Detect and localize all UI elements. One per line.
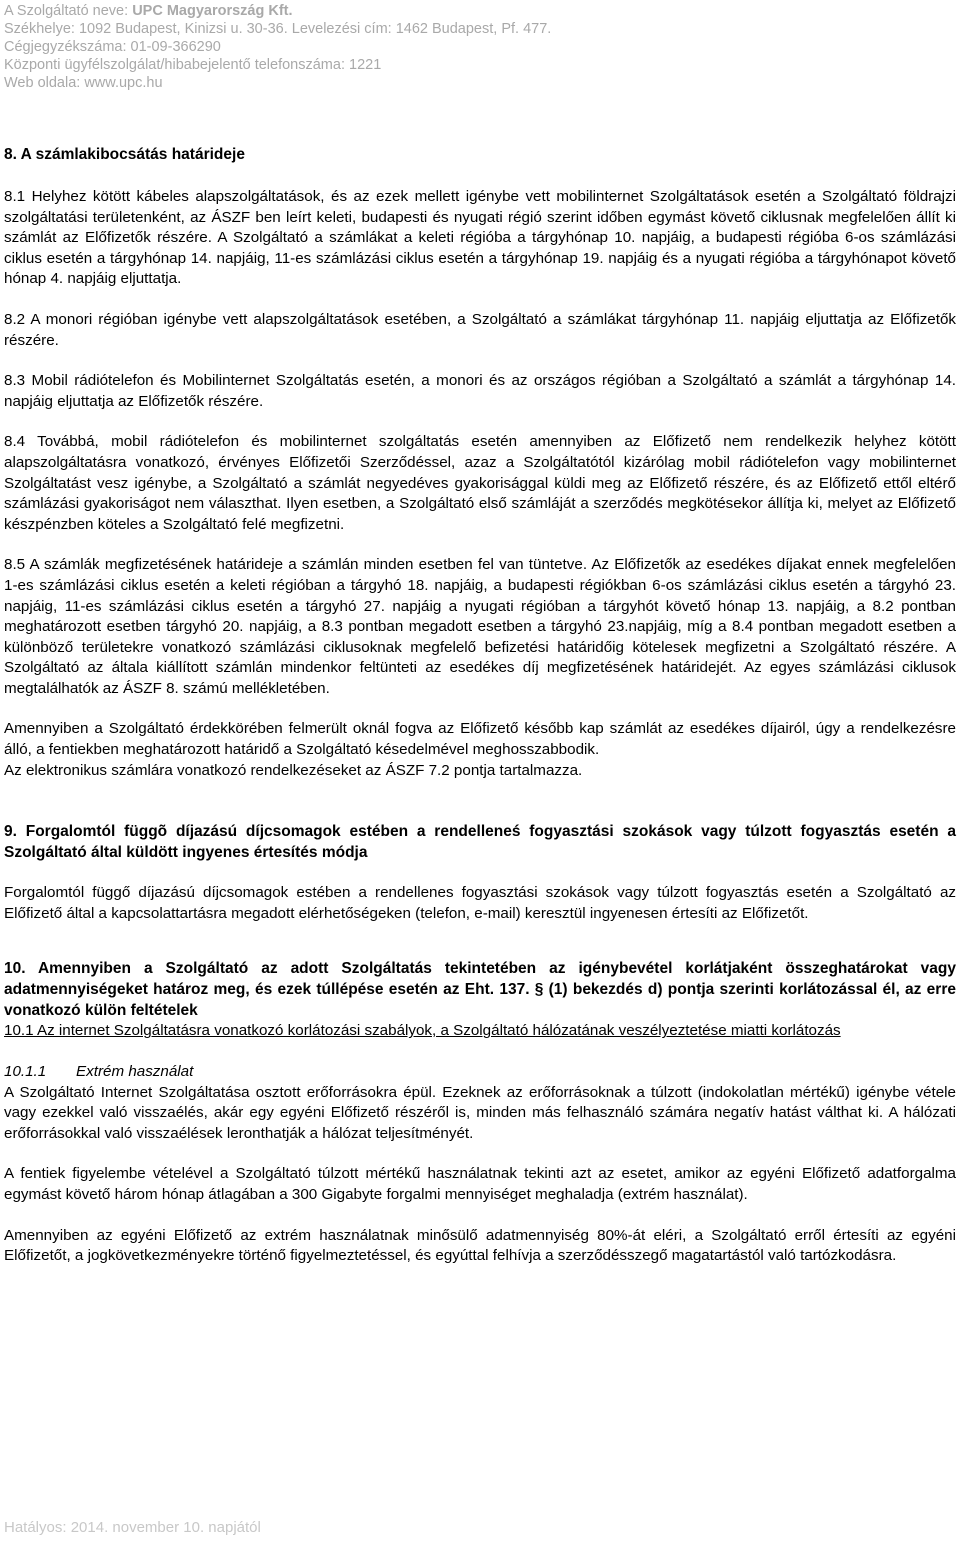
paragraph-9-1: Forgalomtól függő díjazású díjcsomagok estében a rendellenes fogyasztási szokások vagy túlzott fogyasztás esetén a Szolgáltató az Előfizető által a kapcsolattartásra megadott elérhetőségeken (telefon, e-mail) keresztül ingyenesen értesíti az Előfizetőt. bbox=[4, 884, 956, 922]
provider-phone: Központi ügyfélszolgálat/hibabejelentő telefonszáma: 1221 bbox=[4, 57, 382, 73]
section-10-title: 10. Amennyiben a Szolgáltató az adott Szolgáltatás tekintetében az igénybevétel korlátjaként összeghatárokat vagy adatmennyiségeket határoz meg, és ezek túllépése esetén az Eht. 137. § (1) bekezdés d) pontja szerinti korlátozással él, az erre vonatkozó külön feltételek bbox=[4, 960, 956, 1020]
subsection-10-1-1-number: 10.1.1 bbox=[4, 1063, 47, 1081]
paragraph-10-1: A Szolgáltató Internet Szolgáltatása osztott erőforrásokra épül. Ezeknek az erőforrásoknak a túlzott (indokolatlan mértékű) igénybe vétele vagy ezekkel való visszaélés, akár egy egyéni Előfizető részéről is, minden más felhasználó számára negatív hatást válthat ki. A hálózati erőforrásokkal való visszaélések leronthatják a hálózat teljesítményét. bbox=[4, 1083, 956, 1142]
subsection-10-1-1-title: Extrém használat bbox=[76, 1063, 194, 1081]
paragraph-10-2: A fentiek figyelembe vételével a Szolgáltató túlzott mértékű használatnak tekinti azt az esetet, amikor az egyéni Előfizető adatforgalma egymást követő három hónap átlagában a 300 Gigabyte forgalmi mennyiséget meghaladja (extrém használat). bbox=[4, 1165, 956, 1203]
paragraph-8-late-invoice: Amennyiben a Szolgáltató érdekkörében felmerült oknál fogva az Előfizető később kap számlát az esedékes díjairól, úgy a rendelkezésre álló, a fentiekben meghatározott határidő a Szolgáltató késedelmével meghosszabbodik. bbox=[4, 720, 956, 759]
effective-date-footer: Hatályos: 2014. november 10. napjától bbox=[4, 1519, 261, 1536]
paragraph-8-4: 8.4 Továbbá, mobil rádiótelefon és mobilinternet szolgáltatás esetén amennyiben az Előfizető nem rendelkezik helyhez kötött alapszolgáltatásra vonatkozó, érvényes Előfizetői Szerződéssel, azaz a Szolgáltatótól kizárólag mobil rádiótelefon vagy mobilinternet Szolgáltatást vesz igénybe, a Szolgáltató a számlát negyedéves gyakorisággal küldi meg az Előfizető részére, és az Előfizető ettől eltérő számlázási gyakoriságot nem választhat. Ilyen esetben, a Szolgáltató első számláját a szerződés megkötésekor állítja ki, melyet az Előfizető készpénzben köteles a Szolgáltató felé megfizetni. bbox=[4, 433, 956, 533]
paragraph-8-3: 8.3 Mobil rádiótelefon és Mobilinternet Szolgáltatás esetén, a monori és az országos régióban a Szolgáltató a számlát a tárgyhónap 14. napjáig eljuttatja az Előfizetők részére. bbox=[4, 372, 956, 410]
provider-name-label: A Szolgáltató neve: bbox=[4, 3, 129, 19]
provider-web: Web oldala: www.upc.hu bbox=[4, 75, 163, 91]
paragraph-8-2: 8.2 A monori régióban igénybe vett alapszolgáltatások esetében, a Szolgáltató a számlákat tárgyhónap 11. napjáig eljuttatja az Előfizetők részére. bbox=[4, 310, 956, 349]
paragraph-8-electronic-invoice: Az elektronikus számlára vonatkozó rendelkezéseket az ÁSZF 7.2 pontja tartalmazza. bbox=[4, 761, 583, 779]
subsection-10-1-1-heading bbox=[4, 1062, 956, 1083]
provider-name-line bbox=[4, 2, 956, 20]
paragraph-8-1: 8.1 Helyhez kötött kábeles alapszolgáltatások, és az ezek mellett igénybe vett mobilinternet Szolgáltatások esetén a Szolgáltató földrajzi szolgáltatási területenként, az ÁSZF ben leírt keleti, budapesti és nyugati régió szerint időben egymást követő ciklusnak megfelelően állít ki számlát az Előfizetők részére. A Szolgáltató a számlákat a keleti régióba a tárgyhónap 10. napjáig, a budapesti régióba 6-os számlázási ciklus esetén a tárgyhónap 14. napjáig, 11-es számlázási ciklus esetén a tárgyhónap 19. napjáig és a nyugati régióba a tárgyhónapot követő hónap 4. napjáig eljuttatja. bbox=[4, 188, 956, 288]
section-8-title: 8. A számlakibocsátás határideje bbox=[4, 146, 245, 163]
paragraph-8-5: 8.5 A számlák megfizetésének határideje a számlán minden esetben fel van tüntetve. Az Előfizetők az esedékes díjakat ennek megfelelően 1-es számlázási ciklus esetén a keleti régióban a tárgyhó 18. napjáig, a budapesti régiókban 6-os számlázási ciklus esetén a tárgyhó 23. napjáig, 11-es számlázási ciklus esetén a tárgyhó 27. napjáig a nyugati régióban a tárgyhót követő hónap 13. napjáig, a 8.2 pontban meghatározott esetben tárgyhó 20. napjáig, a 8.3 pontban megadott esetben a tárgyhó 23.napjáig, míg a 8.4 pontban megadott esetben a különböző területekre vonatkozó számlázási ciklusoknak megfelelő befizetési határidőig kötelesek megfizetni a Szolgáltató részére. A Szolgáltató az általa kiállított számlán mindenkor feltünteti az esedékes díj megfizetésének határidejét. Az egyes számlázási ciklusok megtalálhatók az ÁSZF 8. számú mellékletében. bbox=[4, 556, 956, 697]
paragraph-10-3: Amennyiben az egyéni Előfizető az extrém használatnak minősülő adatmennyiség 80%-át eléri, a Szolgáltató erről értesíti az egyéni Előfizetőt, a jogkövetkezményekre történő figyelmeztetéssel, és egyúttal felhívja a szerződésszegő magatartástól való tartózkodásra. bbox=[4, 1226, 956, 1265]
provider-name-value: UPC Magyarország Kft. bbox=[132, 3, 293, 19]
provider-seat: Székhelye: 1092 Budapest, Kinizsi u. 30-36. Levelezési cím: 1462 Budapest, Pf. 477. bbox=[4, 21, 552, 37]
subsection-10-1-title: 10.1 Az internet Szolgáltatásra vonatkozó korlátozási szabályok, a Szolgáltató hálózatának veszélyeztetése miatti korlátozás bbox=[4, 1022, 841, 1040]
provider-registry: Cégjegyzékszáma: 01-09-366290 bbox=[4, 39, 221, 55]
document-page bbox=[4, 2, 956, 1267]
provider-header bbox=[4, 2, 956, 92]
section-9-title: 9. Forgalomtól függõ díjazású díjcsomagok estében a rendelleneś fogyasztási szokások vagy túlzott fogyasztás esetén a Szolgáltató által küldött ingyenes értesítés módja bbox=[4, 823, 956, 862]
